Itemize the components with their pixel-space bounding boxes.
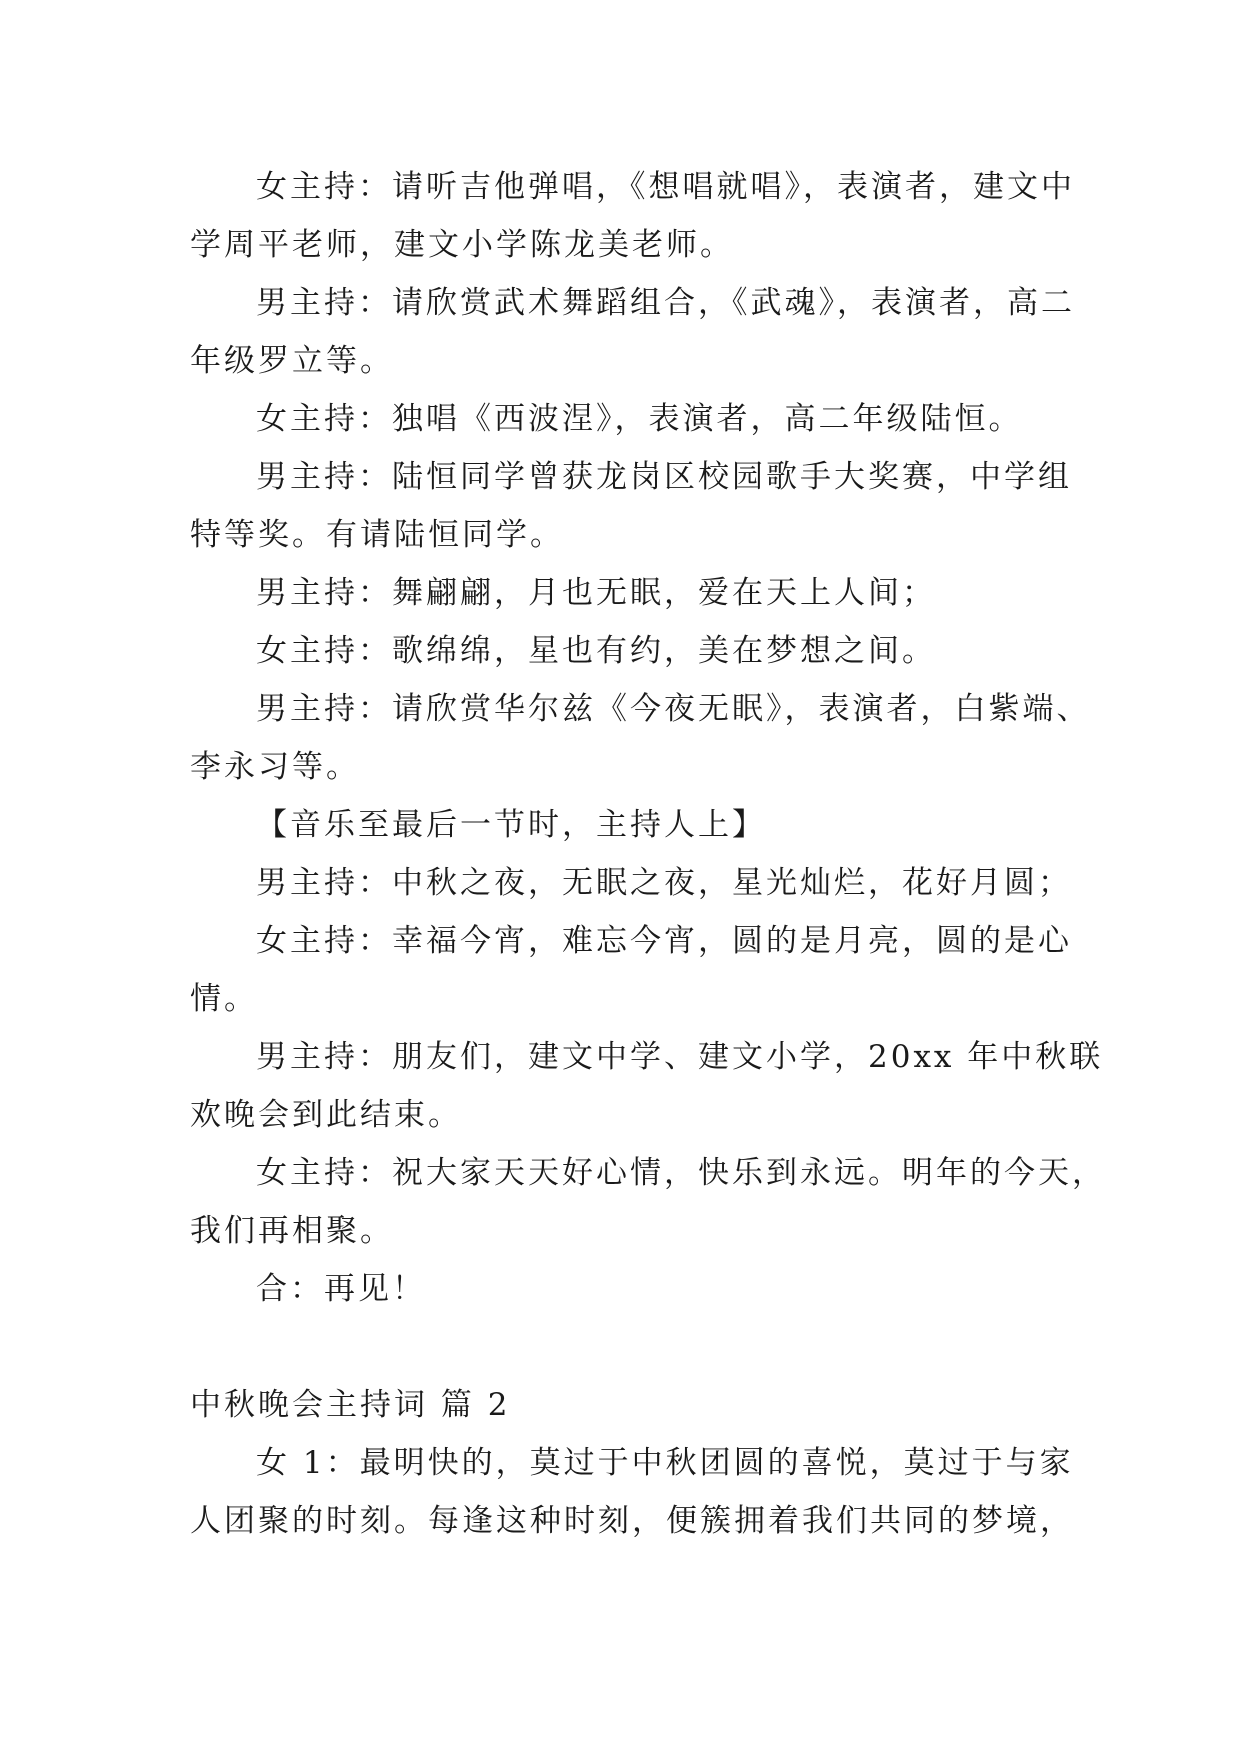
paragraph-line: 李永习等。 (190, 749, 360, 785)
paragraph-line: 男主持：中秋之夜，无眠之夜，星光灿烂，花好月圆； (256, 865, 1072, 901)
paragraph-line: 女主持：歌绵绵，星也有约，美在梦想之间。 (256, 633, 936, 669)
paragraph-line: 女主持：请听吉他弹唱，《想唱就唱》，表演者，建文中 (256, 169, 1075, 205)
paragraph-line: 欢晚会到此结束。 (190, 1097, 462, 1133)
paragraph-line: 年级罗立等。 (190, 343, 394, 379)
paragraph-line: 女 1：最明快的，莫过于中秋团圆的喜悦，莫过于与家 (256, 1445, 1074, 1481)
stage-direction-line: 【音乐至最后一节时，主持人上】 (256, 807, 766, 843)
paragraph-line: 女主持：独唱《西波涅》，表演者，高二年级陆恒。 (256, 401, 1023, 437)
paragraph-line: 男主持：陆恒同学曾获龙岗区校园歌手大奖赛，中学组 (256, 459, 1072, 495)
paragraph-line: 合：再见！ (256, 1271, 426, 1307)
paragraph-line: 男主持：舞翩翩，月也无眠，爱在天上人间； (256, 575, 936, 611)
section-gap (190, 1318, 1060, 1376)
paragraph-line: 我们再相聚。 (190, 1213, 394, 1249)
paragraph-line: 人团聚的时刻。每逢这种时刻，便簇拥着我们共同的梦境， (190, 1503, 1074, 1539)
paragraph-line: 男主持：请欣赏武术舞蹈组合，《武魂》，表演者，高二 (256, 285, 1075, 321)
paragraph-line: 女主持：祝大家天天好心情，快乐到永远。明年的今天， (256, 1155, 1106, 1191)
paragraph-line: 学周平老师，建文小学陈龙美老师。 (190, 227, 734, 263)
paragraph-line: 男主持：请欣赏华尔兹《今夜无眠》，表演者，白紫端、 (256, 691, 1091, 727)
section-heading: 中秋晚会主持词 篇 2 (190, 1387, 511, 1423)
paragraph-line: 女主持：幸福今宵，难忘今宵，圆的是月亮，圆的是心 (256, 923, 1072, 959)
paragraph-line: 男主持：朋友们，建文中学、建文小学，20xx 年中秋联 (256, 1039, 1104, 1075)
paragraph-line: 特等奖。有请陆恒同学。 (190, 517, 564, 553)
document-page (190, 158, 1106, 1550)
paragraph-line: 情。 (190, 981, 258, 1017)
